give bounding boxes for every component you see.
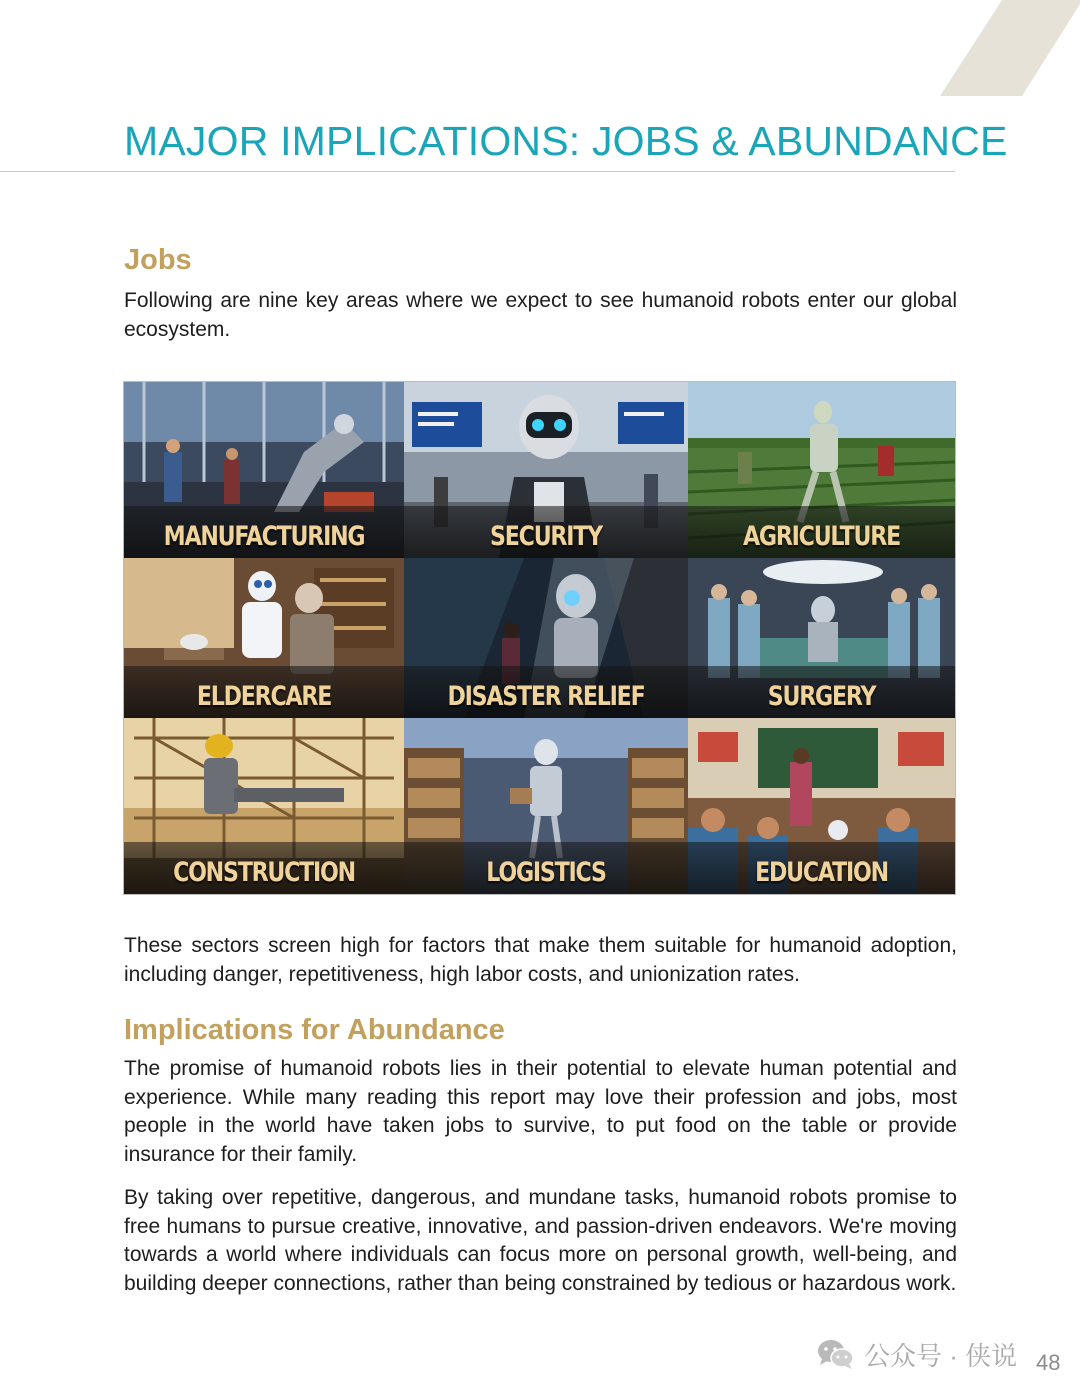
page-number: 48 bbox=[1036, 1350, 1061, 1375]
tile-label: LOGISTICS bbox=[486, 857, 606, 888]
tile-surgery bbox=[688, 558, 955, 718]
tile-construction bbox=[124, 718, 404, 894]
tile-label: SECURITY bbox=[490, 521, 602, 552]
corner-decoration bbox=[940, 0, 1080, 100]
tile-eldercare bbox=[124, 558, 404, 718]
tile-label: DISASTER RELIEF bbox=[447, 681, 645, 712]
tile-manufacturing bbox=[124, 382, 404, 558]
watermark-text: 公众号 · 侠说 bbox=[864, 1340, 1018, 1371]
tile-label: SURGERY bbox=[767, 681, 876, 712]
tile-label: ELDERCARE bbox=[196, 681, 332, 712]
abundance-paragraph-1: The promise of humanoid robots lies in their potential to elevate human potential and experience. While many reading this report may love their profession and jobs, most people in the world have taken jobs to survive, to put food on the table or provide insurance for their family. bbox=[124, 1057, 957, 1166]
wechat-watermark bbox=[816, 1334, 1017, 1374]
tile-label: EDUCATION bbox=[755, 857, 888, 888]
tile-label: CONSTRUCTION bbox=[173, 857, 355, 888]
wechat-icon bbox=[816, 1337, 856, 1371]
jobs-summary: These sectors screen high for factors that make them suitable for humanoid adoption, including danger, repetitiveness, high labor costs, and unionization rates. bbox=[124, 934, 957, 986]
tile-agriculture bbox=[688, 382, 955, 558]
jobs-heading: Jobs bbox=[124, 244, 192, 276]
tile-label: MANUFACTURING bbox=[163, 521, 365, 552]
tile-education bbox=[688, 718, 955, 894]
title-divider bbox=[0, 171, 955, 172]
sector-image-grid bbox=[124, 382, 955, 894]
abundance-paragraph-2: By taking over repetitive, dangerous, and mundane tasks, humanoid robots promise to free humans to pursue creative, innovative, and passion-driven endeavors. We're moving towards a world where individuals can focus more on personal growth, well-being, and building deeper connections, rather than being constrained by tedious or hazardous work. bbox=[124, 1186, 957, 1295]
page-title: MAJOR IMPLICATIONS: JOBS & ABUNDANCE bbox=[124, 118, 1008, 164]
tile-label: AGRICULTURE bbox=[742, 521, 900, 552]
tile-logistics bbox=[404, 718, 688, 894]
tile-security bbox=[404, 382, 688, 558]
abundance-heading: Implications for Abundance bbox=[124, 1014, 505, 1046]
tile-disaster-relief bbox=[404, 558, 688, 718]
jobs-intro: Following are nine key areas where we expect to see humanoid robots enter our global ecosystem. bbox=[124, 289, 957, 341]
